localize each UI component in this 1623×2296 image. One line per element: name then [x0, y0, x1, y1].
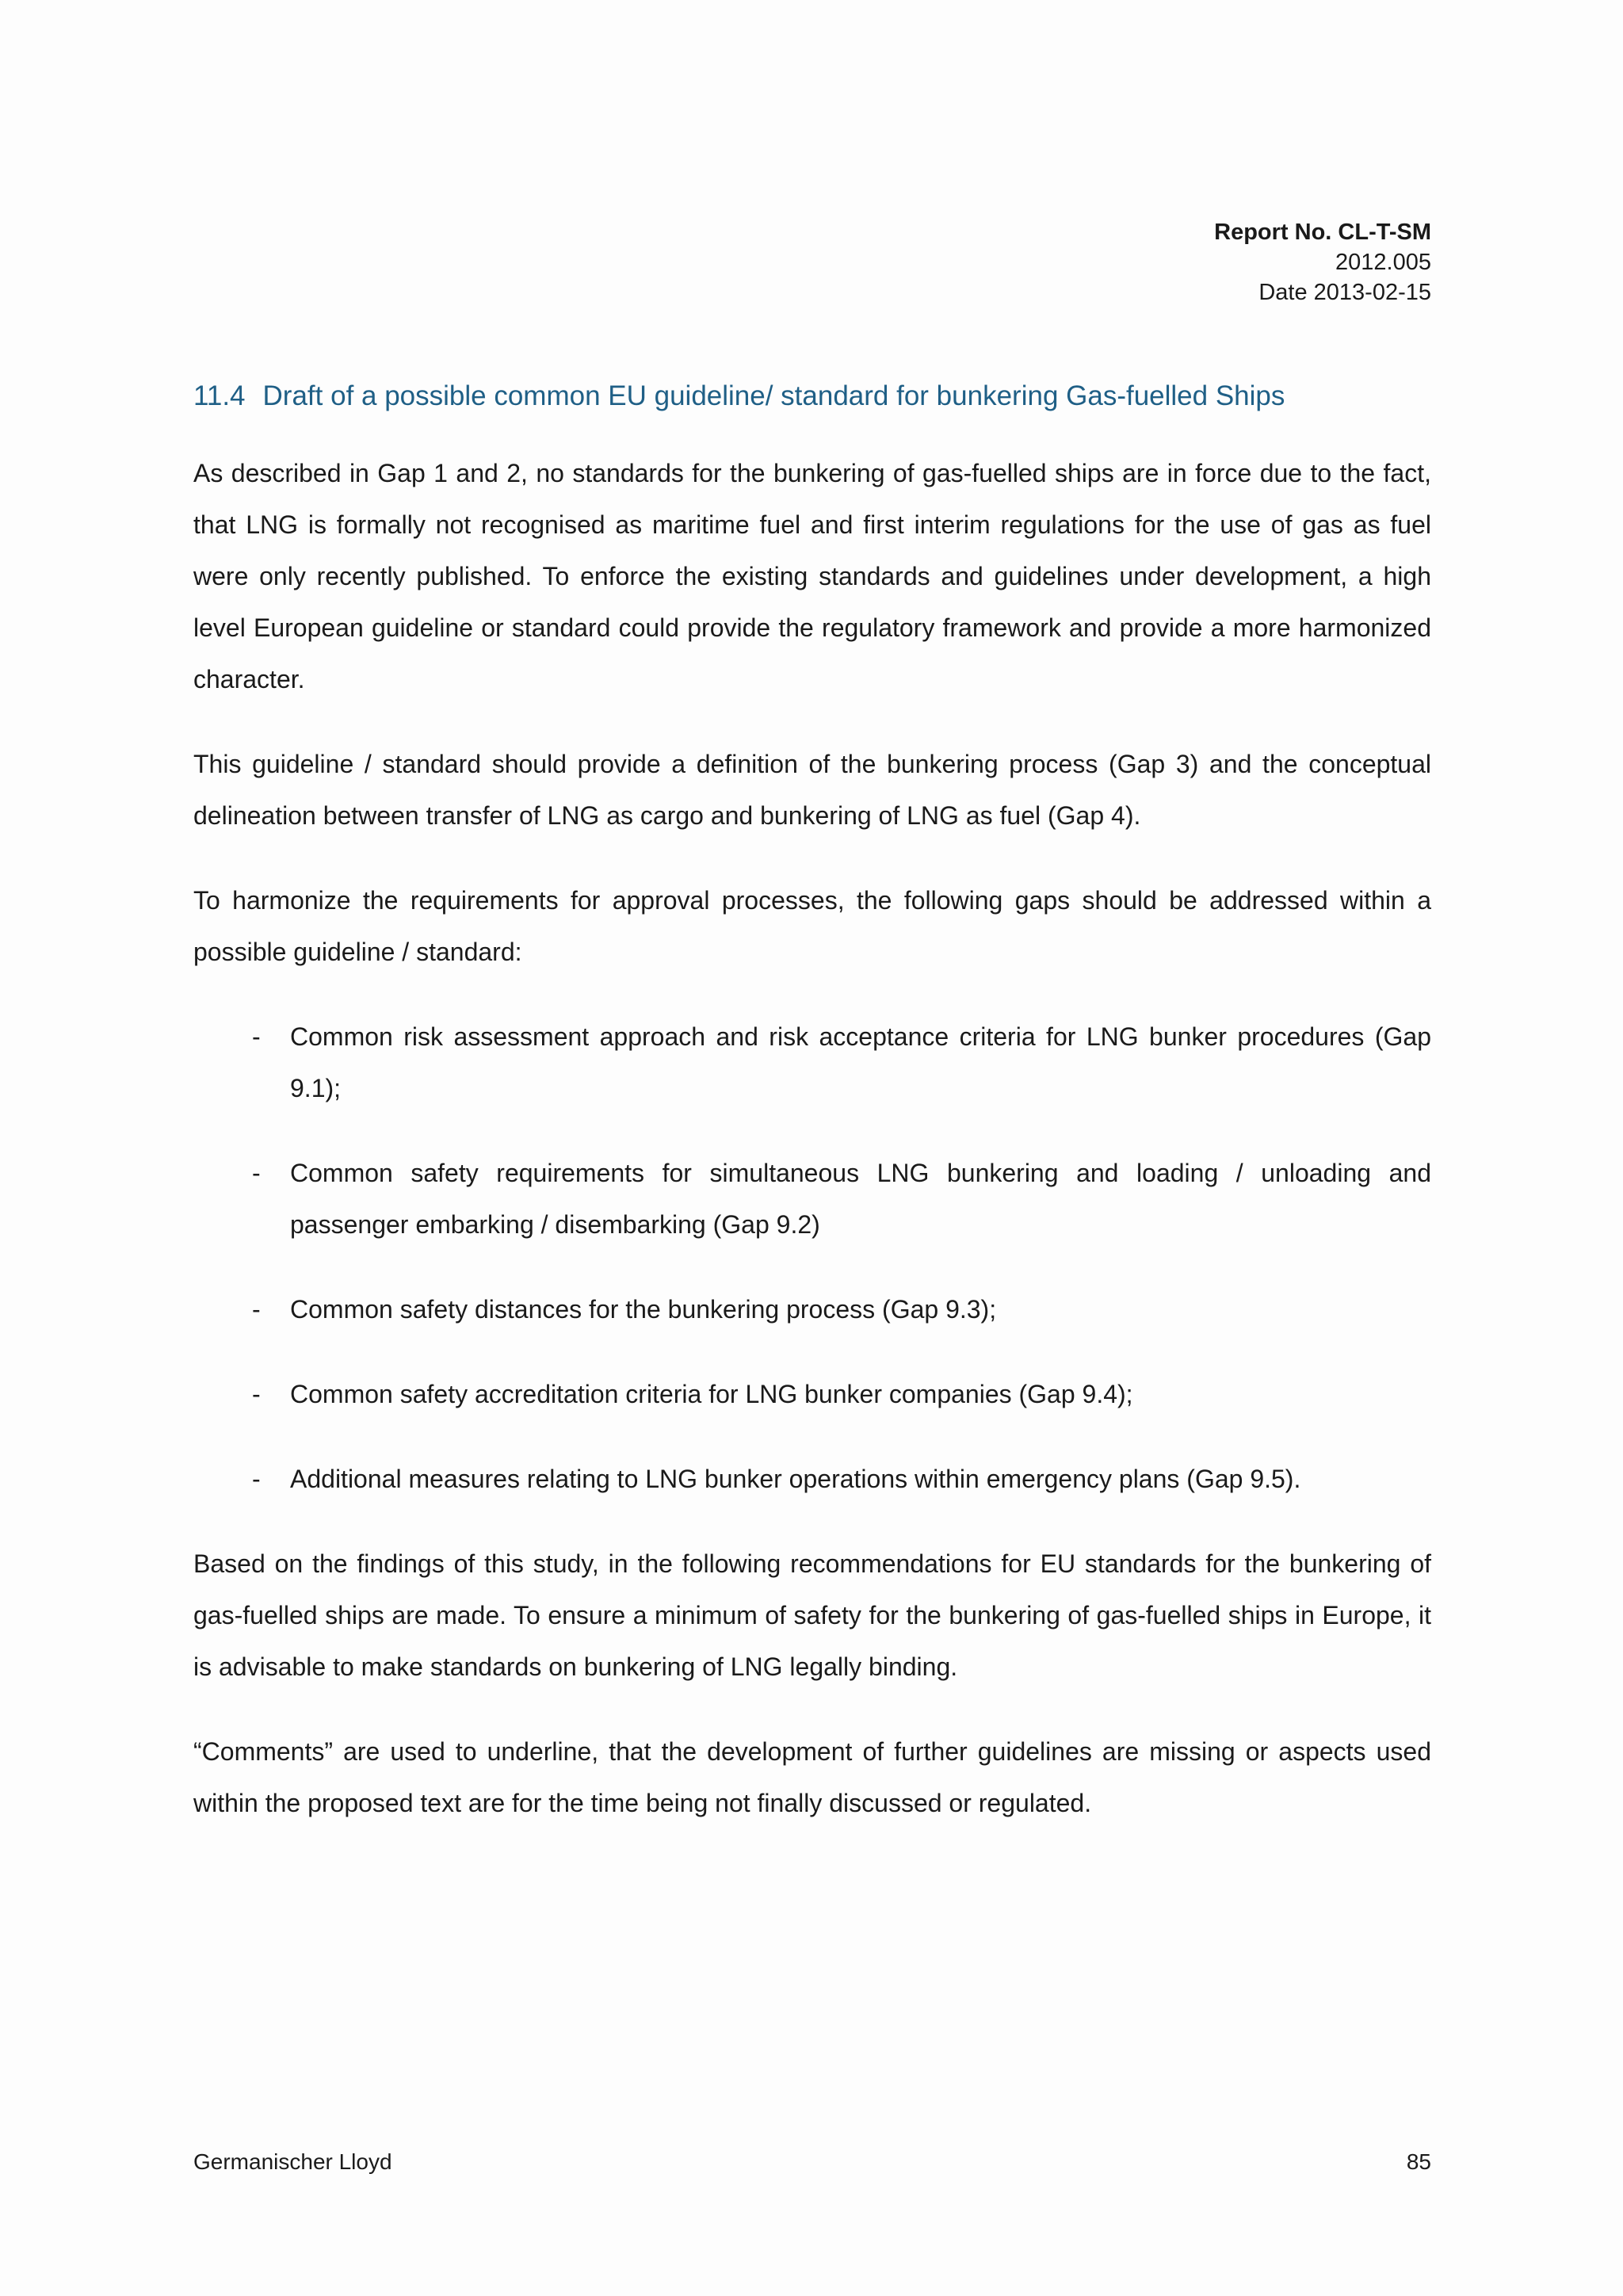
bullet-dash: -: [252, 1159, 261, 1187]
body-text: [193, 448, 1431, 1862]
paragraph: This guideline / standard should provide a definition of the bunkering process (Gap 3) and the conceptual delineation between transfer of LNG as cargo and bunkering of LNG as fuel (Gap 4).: [193, 750, 1431, 830]
section-title: Draft of a possible common EU guideline/ standard for bunkering Gas-fuelled Ships: [262, 380, 1285, 411]
list-item: [193, 1454, 1431, 1505]
bullet-dash: -: [252, 1465, 261, 1493]
bullet-dash: -: [252, 1022, 261, 1051]
list-item-text: Additional measures relating to LNG bunker operations within emergency plans (Gap 9.5).: [290, 1465, 1301, 1493]
page-footer: [193, 2149, 1431, 2175]
page-number: 85: [1406, 2149, 1431, 2174]
list-item-text: Common safety accreditation criteria for LNG bunker companies (Gap 9.4);: [290, 1380, 1133, 1408]
list-item-text: Common risk assessment approach and risk acceptance criteria for LNG bunker procedures (Gap 9.1);: [290, 1022, 1431, 1102]
report-header: [1214, 217, 1431, 308]
list-item: [193, 1284, 1431, 1335]
list-item-text: Common safety distances for the bunkering process (Gap 9.3);: [290, 1295, 997, 1324]
paragraph: “Comments” are used to underline, that the development of further guidelines are missing or aspects used within the proposed text are for the time being not finally discussed or regulated.: [193, 1737, 1431, 1817]
gap-list: [193, 1011, 1431, 1505]
bullet-dash: -: [252, 1380, 261, 1408]
paragraph: Based on the findings of this study, in the following recommendations for EU standards for the bunkering of gas-fuelled ships are made. To ensure a minimum of safety for the bunkering of gas-fuelled ships in Europe, it is advisable to make standards on bunkering of LNG legally binding.: [193, 1549, 1431, 1681]
footer-company: Germanischer Lloyd: [193, 2149, 392, 2174]
list-item: [193, 1011, 1431, 1114]
list-item: [193, 1369, 1431, 1420]
paragraph: To harmonize the requirements for approval processes, the following gaps should be addressed within a possible guideline / standard:: [193, 886, 1431, 966]
bullet-dash: -: [252, 1295, 261, 1324]
list-item: [193, 1148, 1431, 1251]
report-number: Report No. CL-T-SM: [1214, 220, 1431, 245]
section-number: 11.4: [193, 380, 246, 411]
section-heading: [193, 380, 1285, 412]
paragraph: As described in Gap 1 and 2, no standards for the bunkering of gas-fuelled ships are in force due to the fact, that LNG is formally not recognised as maritime fuel and first interim regulations for the use of gas as fuel were only recently published. To enforce the existing standards and guidelines under development, a high level European guideline or standard could provide the regulatory framework and provide a more harmonized character.: [193, 459, 1431, 693]
report-date: Date 2013-02-15: [1258, 280, 1431, 305]
list-item-text: Common safety requirements for simultaneous LNG bunkering and loading / unloading and passenger embarking / disembarking (Gap 9.2): [290, 1159, 1431, 1239]
report-code: 2012.005: [1335, 250, 1431, 275]
